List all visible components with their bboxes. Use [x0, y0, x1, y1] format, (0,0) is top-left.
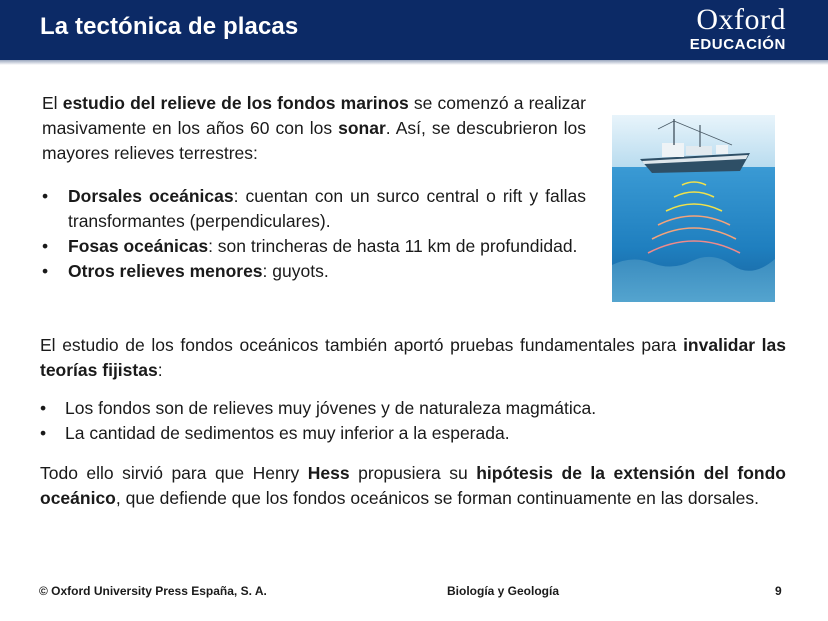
list-item: [42, 184, 586, 234]
evidence-text-1: El estudio de los fondos oceánicos también aportó pruebas fundamentales para: [40, 335, 684, 355]
list-item: [42, 259, 586, 284]
footer-subject: Biología y Geología: [447, 584, 560, 598]
conclusion-text-3: , que defiende que los fondos oceánicos se forman continuamente en las dorsales.: [115, 488, 759, 508]
list-item: [42, 234, 586, 259]
conclusion-text-2: propusiera su: [349, 463, 477, 483]
bullet-icon: •: [42, 261, 49, 281]
evidence-bold-1: invalidar las teorías fijistas: [40, 335, 786, 380]
list-item: [40, 421, 786, 446]
intro-text-3: . Así, se descubrieron los mayores relieves terrestres:: [42, 118, 586, 163]
sonar-ship-illustration: [612, 115, 775, 302]
slide-title: La tectónica de placas: [40, 13, 299, 40]
evidence-text-2: :: [157, 360, 163, 380]
intro-paragraph: [42, 91, 586, 166]
bullet-icon: •: [42, 236, 49, 256]
evidence-list: [40, 396, 786, 446]
intro-bold-1: estudio del relieve de los fondos marinos: [62, 93, 409, 113]
bullet-icon: •: [42, 186, 49, 206]
intro-text-2: se comenzó a realizar masivamente en los años 60 con los: [42, 93, 586, 138]
conclusion-bold-1: Hess: [307, 463, 350, 483]
footer-page-number: 9: [775, 584, 782, 598]
list-item-bold: Dorsales oceánicas: [68, 186, 234, 206]
evidence-paragraph: [40, 333, 786, 383]
logo-wordmark: Oxford: [696, 3, 786, 36]
list-item: [40, 396, 786, 421]
logo-subtitle: EDUCACIÓN: [689, 36, 786, 53]
footer-copyright: © Oxford University Press España, S. A.: [39, 584, 267, 598]
header-bar: [0, 0, 828, 60]
intro-bold-2: sonar: [338, 118, 386, 138]
list-item-text: La cantidad de sedimentos es muy inferior a la esperada.: [65, 423, 510, 443]
list-item-bold: Otros relieves menores: [68, 261, 263, 281]
list-item-text: : son trincheras de hasta 11 km de profundidad.: [208, 236, 578, 256]
bullet-icon: •: [40, 398, 47, 418]
bullet-icon: •: [40, 423, 47, 443]
intro-text-1: El: [42, 93, 63, 113]
conclusion-paragraph: [40, 461, 786, 511]
relief-list: [42, 184, 586, 284]
list-item-bold: Fosas oceánicas: [68, 236, 209, 256]
conclusion-text-1: Todo ello sirvió para que Henry: [40, 463, 308, 483]
list-item-text: Los fondos son de relieves muy jóvenes y de naturaleza magmática.: [65, 398, 597, 418]
list-item-text: : cuentan con un surco central o rift y fallas transformantes (perpendiculares).: [68, 186, 586, 231]
list-item-text: : guyots.: [262, 261, 329, 281]
conclusion-bold-2: hipótesis de la extensión del fondo oceánico: [40, 463, 786, 508]
oxford-logo: [690, 5, 786, 53]
header-shadow: [0, 60, 828, 65]
